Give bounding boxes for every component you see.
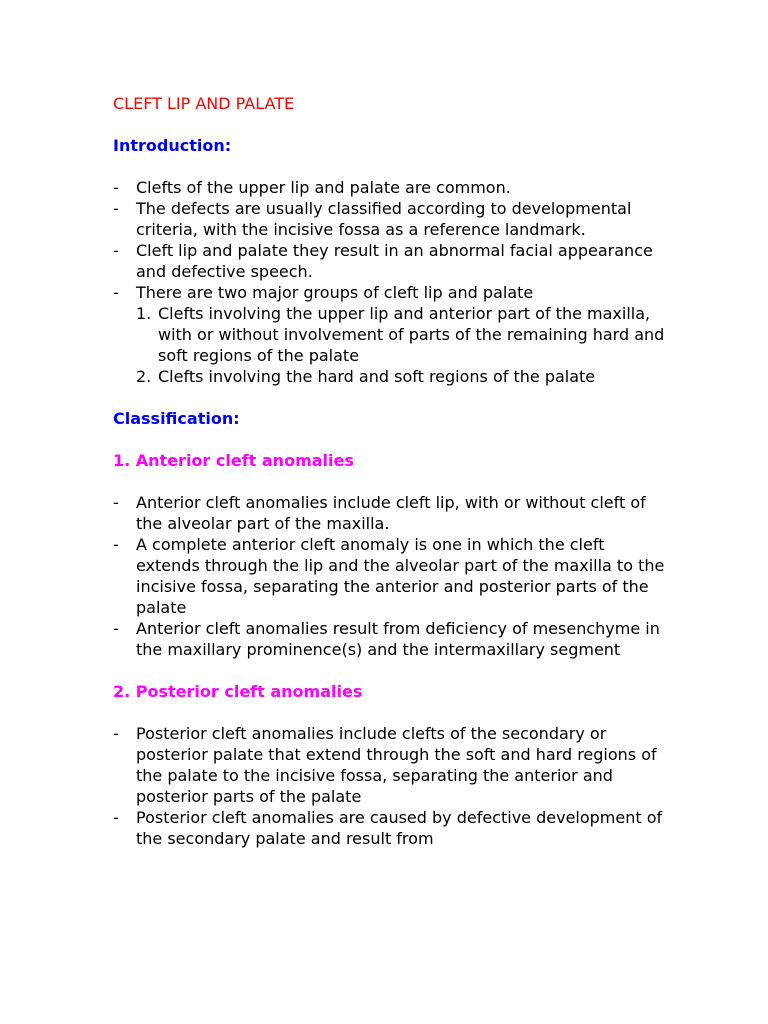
item-number: 2. [136,367,152,386]
item-number: 1. [136,304,152,323]
dash-bullet: - [113,724,119,743]
introduction-heading: Introduction: [113,136,232,155]
dash-bullet: - [113,199,119,218]
dash-bullet: - [113,283,119,302]
classification-heading: Classification: [113,409,240,428]
list-item [113,723,673,807]
list-item-text: Clefts of the upper lip and palate are common. [136,178,511,197]
list-item [113,282,673,387]
list-item [113,177,673,198]
numbered-item-text: Clefts involving the hard and soft regions of the palate [158,367,596,386]
numbered-item [136,366,673,387]
list-item-text: Cleft lip and palate they result in an abnormal facial appearance and defective speech. [136,241,653,281]
anterior-list [113,492,673,660]
list-item-text: Posterior cleft anomalies include clefts of the secondary or posterior palate that extend through the soft and hard regions of the palate to the incisive fossa, separating the anterior and posterior parts of the palate [136,724,657,806]
list-item-text: Anterior cleft anomalies result from deficiency of mesenchyme in the maxillary prominence(s) and the intermaxillary segment [136,619,660,659]
list-item-text: A complete anterior cleft anomaly is one in which the cleft extends through the lip and the alveolar part of the maxilla to the incisive fossa, separating the anterior and posterior parts of the palate [136,535,665,617]
posterior-list [113,723,673,849]
list-item [113,492,673,534]
document-content [113,93,673,849]
numbered-item [136,303,673,366]
anterior-heading: 1. Anterior cleft anomalies [113,451,354,470]
list-item-text: The defects are usually classified according to developmental criteria, with the incisive fossa as a reference landmark. [136,199,632,239]
groups-list [136,303,673,387]
dash-bullet: - [113,535,119,554]
list-item-text: There are two major groups of cleft lip and palate [136,283,534,302]
dash-bullet: - [113,241,119,260]
introduction-list [113,177,673,387]
document-title: CLEFT LIP AND PALATE [113,94,295,113]
list-item-text: Posterior cleft anomalies are caused by defective development of the secondary palate and result from [136,808,663,848]
list-item [113,618,673,660]
dash-bullet: - [113,619,119,638]
dash-bullet: - [113,808,119,827]
list-item-text: Anterior cleft anomalies include cleft lip, with or without cleft of the alveolar part of the maxilla. [136,493,646,533]
list-item [113,198,673,240]
posterior-heading: 2. Posterior cleft anomalies [113,682,363,701]
dash-bullet: - [113,493,119,512]
list-item [113,807,673,849]
list-item [113,240,673,282]
numbered-item-text: Clefts involving the upper lip and anterior part of the maxilla, with or without involvement of parts of the remaining hard and soft regions of the palate [158,304,665,365]
dash-bullet: - [113,178,119,197]
list-item [113,534,673,618]
